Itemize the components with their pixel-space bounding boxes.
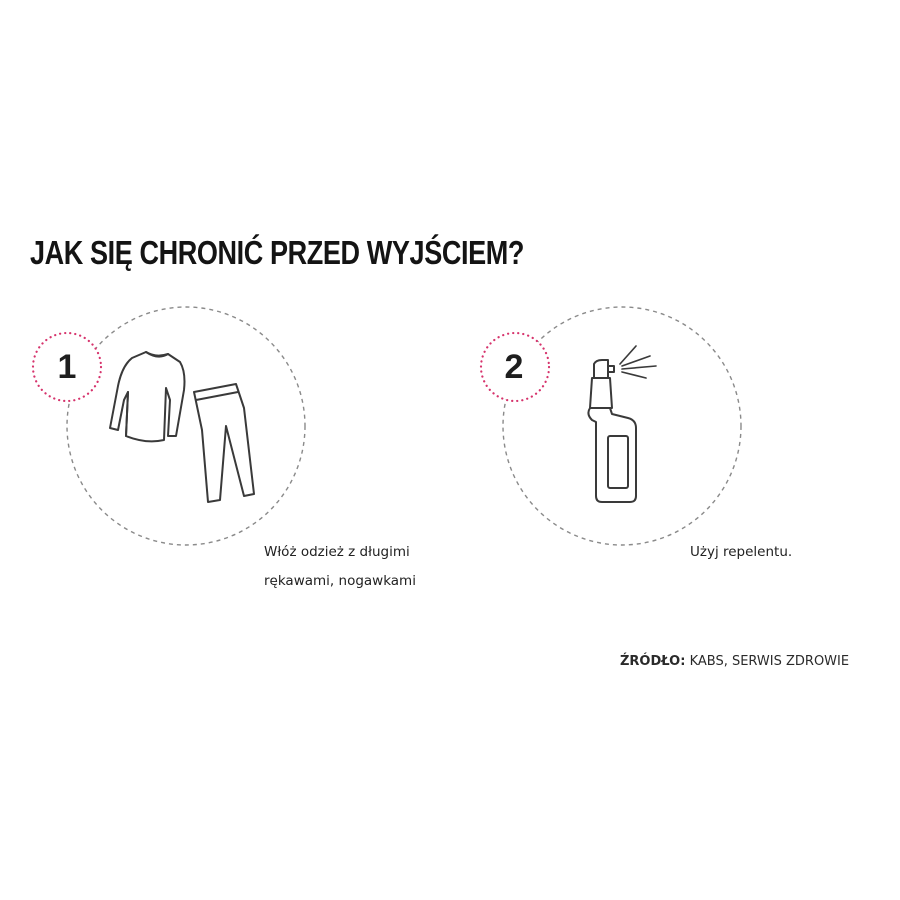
step-1-number: 1: [57, 348, 77, 386]
step-2-description: [690, 538, 792, 567]
step-2-number: 2: [504, 348, 524, 386]
source-value: KABS, SERWIS ZDROWIE: [689, 654, 850, 669]
step-1-description: [264, 538, 416, 596]
source-credit: [620, 654, 849, 669]
spray-mist-icon: [620, 346, 656, 378]
step-2-text-line-1: Użyj repelentu.: [690, 544, 793, 560]
step-1-dashed-circle: [67, 307, 305, 545]
step-1-text-line-1: Włóż odzież z długimi: [264, 544, 410, 560]
step-1-text-line-2: rękawami, nogawkami: [264, 573, 416, 589]
source-label: ŹRÓDŁO:: [620, 654, 686, 669]
shirt-icon: [110, 352, 185, 441]
leggings-icon: [194, 384, 254, 502]
page-title: JAK SIĘ CHRONIĆ PRZED WYJŚCIEM?: [30, 234, 524, 271]
spray-bottle-icon: [588, 360, 636, 502]
